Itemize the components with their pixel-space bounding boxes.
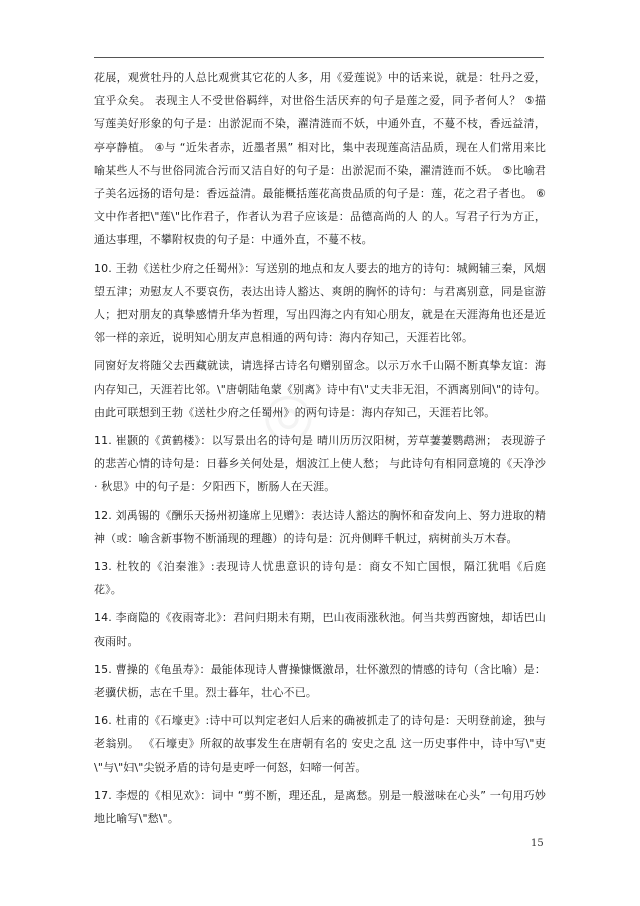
paragraph-item-16: 16. 杜甫的《石壕吏》:诗中可以判定老妇人后来的确被抓走了的诗句是：天明登前途，独与老翁别。 《石壕吏》所叙的故事发生在唐朝有名的 安史之乱 这一历史事件中，诗中写\"吏\"与\"妇\"尖锐矛盾的诗句是吏呼一何怒，妇啼一何苦。 — [94, 714, 546, 774]
paragraph-item-10: 10. 王勃《送杜少府之任蜀州》：写送别的地点和友人要去的地方的诗句：城阙辅三秦，风烟望五津；劝慰友人不要哀伤，表达出诗人豁达、爽朗的胸怀的诗句：与君离别意，同是宦游人；把对朋友的真挚感情升华为哲理，写出四海之内有知心朋友，就是在天涯海角也还是近邻一样的亲近，说明知心朋友声息相通的两句诗：海内存知己，天涯若比邻。 — [94, 261, 546, 345]
paragraph-ailianshuo: 花展，观赏牡丹的人总比观赏其它花的人多，用《爱莲说》中的话来说，就是：牡丹之爱，宜乎众矣。 表现主人不受世俗羁绊，对世俗生活厌弃的句子是莲之爱，同予者何人？ ⑤描写莲美好形象的句子是：出淤泥而不染，濯清涟而不妖，中通外直，不蔓不枝，香远益清，亭亭静植。 ④与 “近朱者赤，近墨者黑” 相对比，集中表现莲高洁品质，现在人们常用来比喻某些人不与世俗同流合污而又洁自好的句子是：出淤泥而不染，濯清涟而不妖。 ⑤比喻君子美名远扬的语句是：香远益清。最能概括莲花高贵品质的句子是：莲，花之君子者也。 ⑥文中作者把\"莲\"比作君子，作者认为君子应该是：品德高尚的人 的人。写君子行为方正，通达事理，不攀附权贵的句子是：中通外直，不蔓不枝。 — [94, 71, 546, 247]
page-number: 15 — [531, 838, 544, 849]
paragraph-item-14: 14. 李商隐的《夜雨寄北》：君问归期未有期，巴山夜雨涨秋池。何当共剪西窗烛，却话巴山夜雨时。 — [94, 611, 546, 648]
header-rule — [94, 57, 544, 58]
paragraph-item-13: 13. 杜牧的《泊秦淮》:表现诗人忧患意识的诗句是：商女不知亡国恨，隔江犹唱《后庭花》。 — [94, 560, 546, 597]
paragraph-item-17: 17. 李煜的《相见欢》：词中 “剪不断，理还乱，是离愁。别是一般滋味在心头” 一句用巧妙地比喻写\"愁\"。 — [94, 788, 546, 826]
body-text — [94, 66, 546, 835]
paragraph-item-11: 11. 崔颢的《黄鹤楼》：以写景出名的诗句是 晴川历历汉阳树，芳草萋萋鹦鹉洲； 表现游子的悲苦心情的诗句是：日暮乡关何处是，烟波江上使人愁； 与此诗句有相同意境的《天净沙 · 秋思》中的句子是：夕阳西下，断肠人在天涯。 — [94, 434, 546, 494]
paragraph-item-15: 15. 曹操的《龟虽寿》：最能体现诗人曹操慷慨激昂，壮怀激烈的情感的诗句（含比喻）是：老骥伏枥，志在千里。烈士暮年，壮心不已。 — [94, 662, 546, 700]
paragraph-farewell-note: 同窗好友将随父去西藏就读，请选择古诗名句赠别留念。以示万水千山隔不断真挚友谊：海内存知己，天涯若比邻。\"唐朝陆龟蒙《别离》诗中有\"丈夫非无泪，不洒离别间\"的诗句。由此可联想到王勃《送杜少府之任蜀州》的两句诗是：海内存知己，天涯若比邻。 — [94, 359, 546, 419]
paragraph-item-12: 12. 刘禹锡的《酬乐天扬州初逢席上见赠》：表达诗人豁达的胸怀和奋发向上、努力进取的精神（或：喻含新事物不断涌现的理趣）的诗句是：沉舟侧畔千帆过，病树前头万木春。 — [94, 508, 546, 545]
